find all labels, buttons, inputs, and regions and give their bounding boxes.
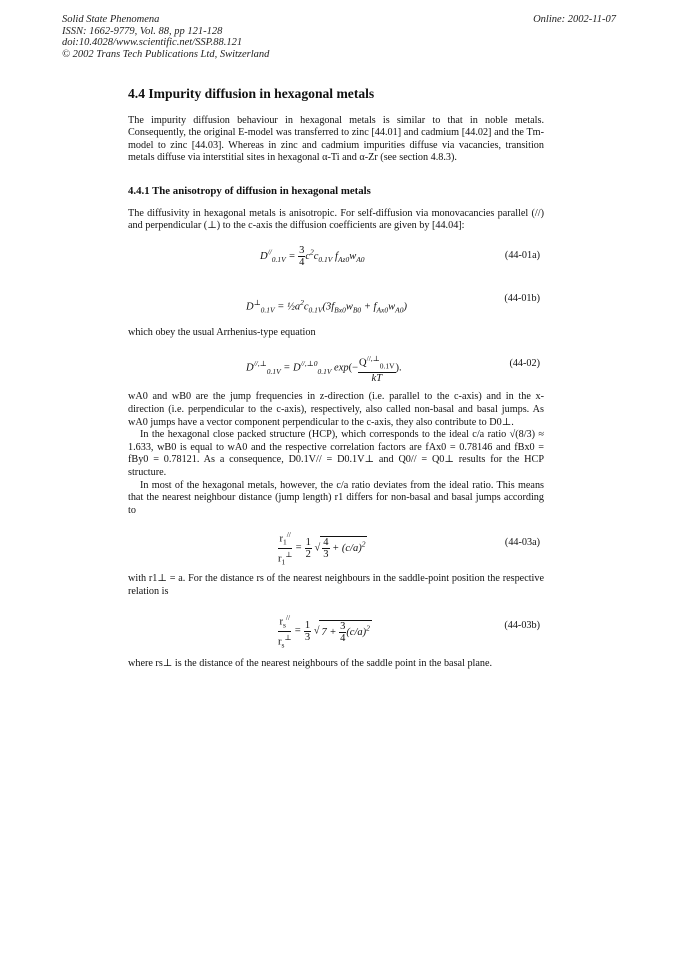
paragraph-4: In the hexagonal close packed structure (HCP), which corresponds to the ideal c/a ratio √(8/3) ≈ 1.633, wB0 is equal to wA0 and the respective correlation factors are fAx0 = 0.78146 and fBx0 = fBy0 = 0.78121. As a consequence, D0.1V// = D0.1V⊥ and Q0// = Q0⊥ results for the HCP structure.	[128, 429, 544, 478]
equation-44-03b: $\frac{r_s^{//}}{r_s^\perp}$ = $\frac{1}{3}$ √ 7 + $\frac{3}{4}$ $(c/a)^2$ (44-03b)	[278, 613, 540, 650]
equation-44-01a: $D^{//}_{0.1V}$ = $\frac{3}{4}$ $c^2c_{0.1V}$ $f_{Az0}w_{A0}$ (44-01a)	[260, 244, 540, 268]
journal-name: Solid State Phenomena	[62, 14, 160, 25]
subsection-title: 4.4.1 The anisotropy of diffusion in hexagonal metals	[128, 184, 371, 197]
paragraph-3: wA0 and wB0 are the jump frequencies in z-direction (i.e. parallel to the c-axis) and in the x-direction (i.e. perpendicular to the c-axis), respectively, also called non-basal and basal jumps. As wA0 jumps have a vector component perpendicular to the c-axis, they also contribute to D0⊥.	[128, 391, 544, 428]
equation-44-03a: $\frac{r_1^{//}}{r_1^\perp}$ = $\frac{1}{2}$ √ $\frac{4}{3}$ + $(c/a)^2$ (44-03a)	[278, 530, 540, 567]
intro-paragraph: The impurity diffusion behaviour in hexagonal metals is similar to that in noble metals. Consequently, the original E-model was transferred to zinc [44.01] and cadmium [44.02] and the Tm-model to zinc [44.03]. Whereas in zinc and cadmium impurities diffuse via vacancies, transition metals diffuse via interstitial sites in hexagonal α-Ti and α-Zr (see section 4.8.3).	[128, 114, 544, 164]
paragraph-7: where rs⊥ is the distance of the nearest neighbours of the saddle point in the basal plane.	[128, 658, 493, 670]
running-header	[62, 14, 269, 60]
doi-line: doi:10.4028/www.scientific.net/SSP.88.121	[62, 37, 243, 48]
copyright-line: © 2002 Trans Tech Publications Ltd, Switzerland	[62, 48, 270, 60]
equation-44-01b: $D^\perp_{0.1V}$ = $\frac{1}{2}a^2c_{0.1V}(3f_{Bx0}w_{B0} + f_{Ax0}w_{A0})$ (44-01b)	[246, 292, 540, 315]
issn-line: ISSN: 1662-9779, Vol. 88, pp 121-128	[62, 25, 223, 37]
paragraph-2: which obey the usual Arrhenius-type equation	[128, 326, 316, 338]
equation-number: (44-03b)	[504, 620, 540, 632]
equation-number: (44-01b)	[504, 292, 540, 304]
equation-number: (44-01a)	[504, 249, 540, 261]
article-body	[128, 88, 544, 671]
equation-44-02: $D^{//,\perp}_{0.1V} = D^{//,\perp 0}_{0.1V}$ exp(− $\frac{Q^{//,\perp}_{0.1V}}{kT}$ ). (44-02)	[246, 354, 540, 384]
equation-number: (44-02)	[509, 358, 540, 370]
paragraph-6: with r1⊥ = a. For the distance rs of the nearest neighbours in the saddle-point position the respective relation is	[128, 573, 544, 597]
equation-number: (44-03a)	[504, 537, 540, 549]
paragraph-5: In most of the hexagonal metals, however, the c/a ratio deviates from the ideal ratio. This means that the nearest neighbour distance (jump length) r1 differs for non-basal and basal jumps according to	[128, 479, 544, 516]
section-title: 4.4 Impurity diffusion in hexagonal metals	[128, 86, 375, 101]
paragraph-1: The diffusivity in hexagonal metals is anisotropic. For self-diffusion via monovacancies parallel (//) and perpendicular (⊥) to the c-axis the diffusion coefficients are given by [44.04]:	[128, 207, 544, 232]
online-date: Online: 2002-11-07	[533, 14, 616, 25]
